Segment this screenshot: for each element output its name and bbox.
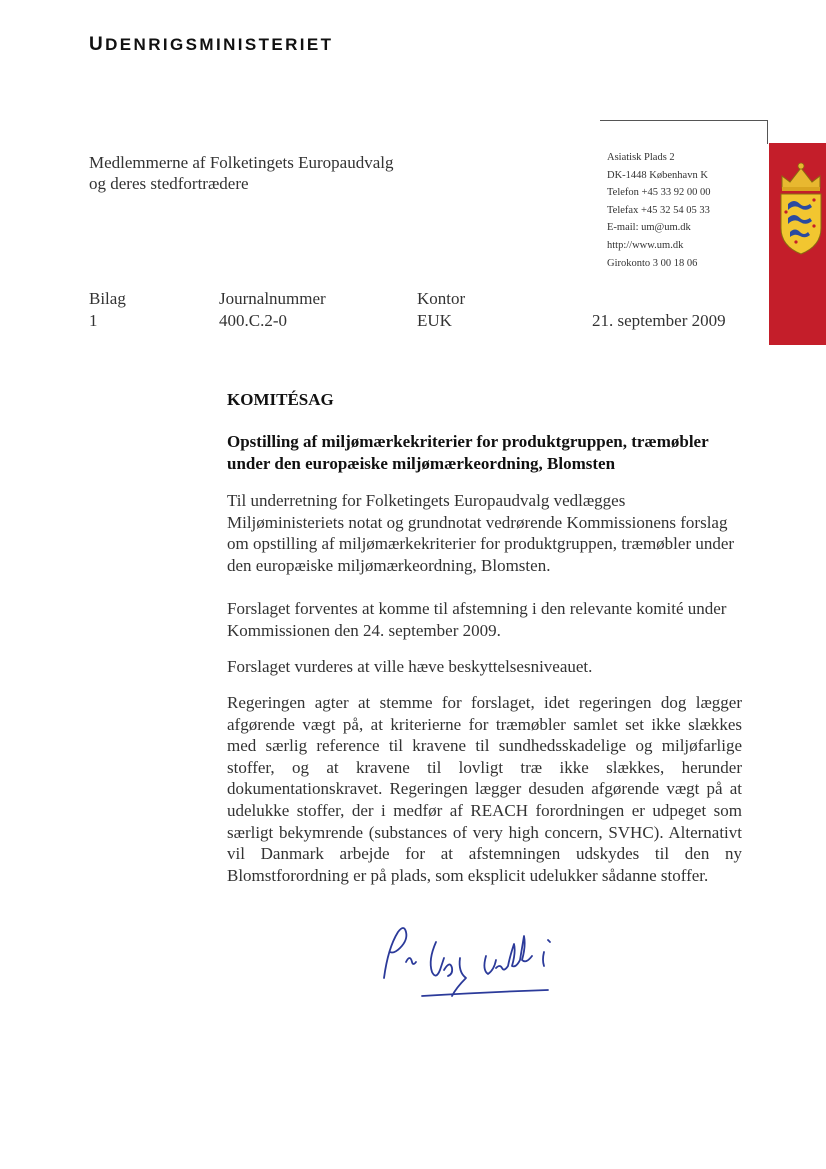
address-street: Asiatisk Plads 2 [607, 152, 675, 163]
paragraph-2: Forslaget forventes at komme til afstemning i den relevante komité under Kommissionen den 24. september 2009. [227, 599, 727, 640]
subject-line-1: Opstilling af miljømærkekriterier for produktgruppen, træmøbler [227, 432, 709, 451]
journal-label: Journalnummer [219, 289, 326, 308]
bilag-value: 1 [89, 311, 98, 330]
recipient-block [89, 152, 394, 194]
ministry-name [89, 34, 333, 56]
letter-date: 21. september 2009 [592, 311, 726, 330]
recipient-line-2: og deres stedfortrædere [89, 174, 249, 193]
paragraph-3: Forslaget vurderes at ville hæve beskyttelsesniveauet. [227, 657, 593, 676]
address-city: DK-1448 København K [607, 169, 708, 181]
handwritten-signature [378, 918, 588, 1008]
ministry-name-initial: U [89, 34, 106, 55]
recipient-line-1: Medlemmerne af Folketingets Europaudvalg [89, 153, 394, 172]
address-email: E-mail: um@um.dk [607, 222, 691, 234]
address-website: http://www.um.dk [607, 239, 684, 251]
address-rule-vertical [767, 120, 768, 144]
danish-coat-of-arms-icon [776, 158, 826, 258]
bilag-label: Bilag [89, 289, 126, 308]
section-title: KOMITÉSAG [227, 390, 334, 409]
paragraph-4: Regeringen agter at stemme for forslaget, idet regeringen dog lægger afgørende vægt på, at kriterierne for træmøbler samlet set ikke slækkes med særlig reference til kravene til sundhedsskadelige og miljøfarlige stoffer, og at kravene til lovligt træ ikke slækkes, herunder dokumentationskravet. Regeringen lægger desuden afgørende vægt på at udelukke stoffer, der i medfør af REACH forordningen er udpeget som særligt bekymrende (substances of very high concern, SVHC). Alternativt vil Danmark arbejde for at afstemningen udskydes til den ny Blomstforordning er på plads, som eksplicit udelukker sådanne stoffer. [227, 693, 742, 885]
kontor-label: Kontor [417, 289, 466, 308]
subject-line-2: under den europæiske miljømærkeordning, Blomsten [227, 453, 616, 473]
address-phone: Telefon +45 33 92 00 00 [607, 187, 711, 199]
ministry-name-rest: DENRIGSMINISTERIET [105, 35, 334, 54]
address-block [607, 149, 710, 272]
address-fax: Telefax +45 32 54 05 33 [607, 204, 710, 216]
address-rule [600, 120, 768, 121]
subject-heading [227, 431, 742, 474]
kontor-value: EUK [417, 311, 452, 330]
paragraph-1: Til underretning for Folketingets Europaudvalg vedlægges Miljøministeriets notat og grundnotat vedrørende Kommissionens forslag om opstilling af miljømærkekriterier for produktgruppen, træmøbler under den europæiske miljømærkeordning, Blomsten. [227, 491, 735, 575]
journal-value: 400.C.2-0 [219, 311, 287, 330]
address-giro: Girokonto 3 00 18 06 [607, 257, 698, 269]
